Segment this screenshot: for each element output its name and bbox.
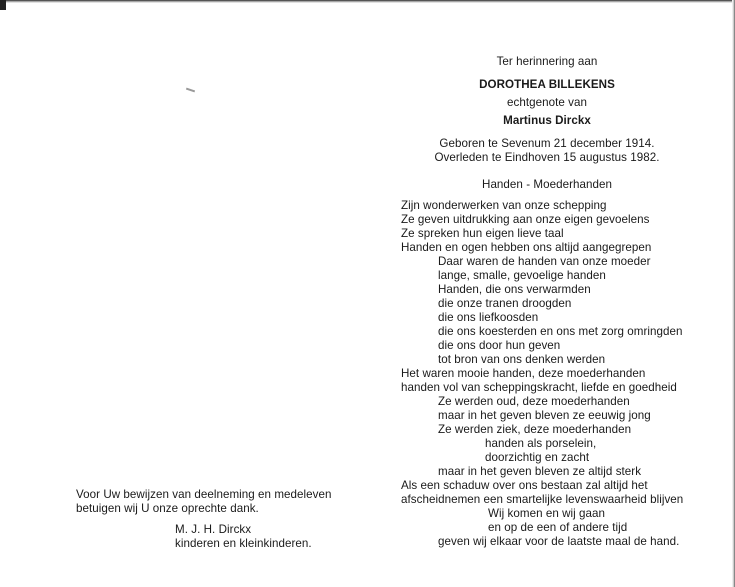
poem-line: tot bron van ons denken werden <box>438 353 606 366</box>
birth-line: Geboren te Sevenum 21 december 1914. <box>439 137 655 150</box>
poem-line: die ons koesterden en ons met zorg omringden <box>438 325 683 338</box>
poem-line: Handen, die ons verwarmden <box>438 283 591 296</box>
poem-title: Handen - Moederhanden <box>482 178 612 191</box>
poem-line: maar in het geven bleven ze eeuwig jong <box>438 409 651 422</box>
poem-line: handen als porselein, <box>485 437 597 450</box>
poem-line: lange, smalle, gevoelige handen <box>438 269 606 282</box>
corner-mark <box>0 0 6 10</box>
thanks-line-2: betuigen wij U onze oprechte dank. <box>76 502 259 515</box>
card-top-edge <box>0 0 735 3</box>
poem-line: handen vol van scheppingskracht, liefde en goedheid <box>401 381 677 394</box>
poem-line: die ons door hun geven <box>438 339 561 352</box>
poem-line: die onze tranen droogden <box>438 297 572 310</box>
poem-line: Daar waren de handen van onze moeder <box>438 255 651 268</box>
poem-line: Als een schaduw over ons bestaan zal altijd het <box>401 479 648 492</box>
family-line: kinderen en kleinkinderen. <box>175 537 312 550</box>
poem-line: afscheidnemen een smartelijke levenswaarheid blijven <box>401 493 684 506</box>
poem-line: Ze geven uitdrukking aan onze eigen gevoelens <box>401 213 650 226</box>
poem-line: Handen en ogen hebben ons altijd aangegrepen <box>401 241 652 254</box>
signer-name: M. J. H. Dirckx <box>175 523 252 536</box>
paper-speck <box>186 88 195 93</box>
spouse-name: Martinus Dirckx <box>503 114 591 127</box>
poem-line: Ze spreken hun eigen lieve taal <box>401 227 564 240</box>
intro-text: Ter herinnering aan <box>496 55 598 68</box>
death-line: Overleden te Eindhoven 15 augustus 1982. <box>434 151 660 164</box>
relation-text: echtgenote van <box>507 96 587 109</box>
poem-line: doorzichtig en zacht <box>485 451 590 464</box>
poem-line: Wij komen en wij gaan <box>488 507 606 520</box>
poem-line: Ze werden oud, deze moederhanden <box>438 395 630 408</box>
poem-line: Het waren mooie handen, deze moederhanden <box>401 367 646 380</box>
poem-line: Ze werden ziek, deze moederhanden <box>438 423 632 436</box>
deceased-name: DOROTHEA BILLEKENS <box>479 78 615 91</box>
poem-line: en op de een of andere tijd <box>488 521 628 534</box>
thanks-line-1: Voor Uw bewijzen van deelneming en medeleven <box>76 488 332 501</box>
poem-line: geven wij elkaar voor de laatste maal de hand. <box>438 535 680 548</box>
poem-line: Zijn wonderwerken van onze schepping <box>401 199 607 212</box>
poem-line: maar in het geven bleven ze altijd sterk <box>438 465 642 478</box>
poem-line: die ons liefkoosden <box>438 311 539 324</box>
